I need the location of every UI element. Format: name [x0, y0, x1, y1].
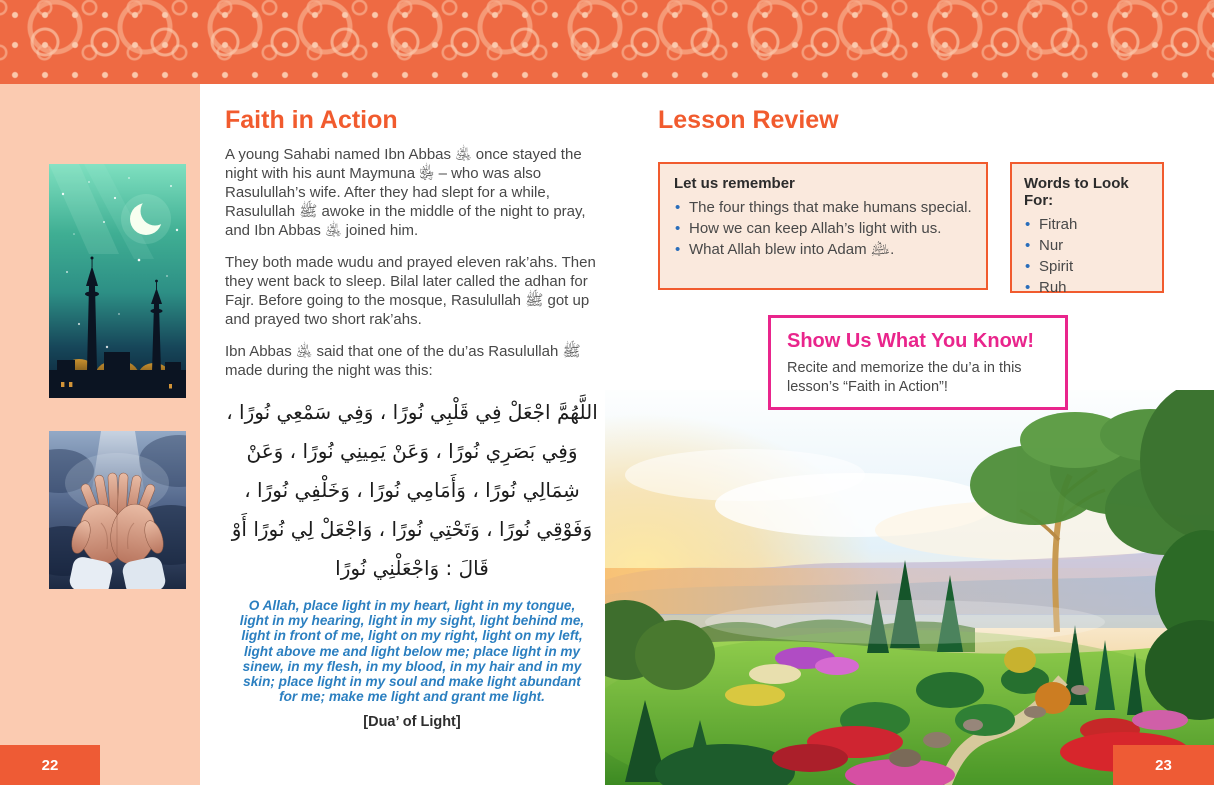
word-item: • Nur — [1024, 235, 1150, 256]
lesson-review-section — [658, 106, 1058, 145]
mosque-night-photo — [49, 164, 186, 398]
story-paragraph-3: Ibn Abbas ﵁ said that one of the du’as Rasulullah ﷺ made during the night was this: — [225, 343, 581, 379]
word-item: • Spirit — [1024, 256, 1150, 277]
show-box-body: Recite and memorize the du’a in this lesson’s “Faith in Action”! — [787, 360, 1022, 395]
remember-box-title: Let us remember — [674, 175, 795, 192]
left-sidebar — [0, 84, 200, 785]
remember-item: • The four things that make humans special. — [674, 197, 972, 218]
word-item: • Fitrah — [1024, 214, 1150, 235]
show-box-title: Show Us What You Know! — [787, 330, 1035, 352]
story-paragraph-2: They both made wudu and prayed eleven rak’ahs. Then they went back to sleep. Bilal later called the adhan for Fajr. Before going to the mosque, Rasulullah ﷺ got up and prayed two short rak’ahs. — [225, 254, 596, 328]
arabic-dua-text: اللَّهُمَّ اجْعَلْ فِي قَلْبِي نُورًا ، وَفِي سَمْعِي نُورًا ، وَفِي بَصَرِي نُورًا ، وَعَنْ يَمِينِي نُورًا ، وَعَنْ شِمَالِي نُورًا ، وَأَمَامِي نُورًا ، وَخَلْفِي نُورًا ، وَفَوْقِي نُورًا ، وَتَحْتِي نُورًا ، وَاجْعَلْ لِي نُورًا أَوْ قَالَ : وَاجْعَلْنِي نُورًا — [226, 400, 598, 580]
story-paragraph-1: A young Sahabi named Ibn Abbas ﵁ once stayed the night with his aunt Maymuna ﵂ – who was also Rasulullah’s wife. After they had slept for a while, Rasulullah ﷺ awoke in the middle of the night to pray, and Ibn Abbas ﵁ joined him. — [225, 146, 586, 239]
faith-in-action-heading: Faith in Action — [225, 106, 398, 134]
praying-hands-photo — [49, 431, 186, 589]
word-item: • Ruh — [1024, 277, 1150, 298]
let-us-remember-box — [658, 162, 988, 290]
dua-attribution: [Dua’ of Light] — [363, 714, 461, 731]
arabesque-banner — [0, 0, 1214, 84]
words-box-title: Words to Look For: — [1024, 175, 1129, 209]
lesson-review-heading: Lesson Review — [658, 106, 839, 134]
remember-item: • What Allah blew into Adam ﵇. — [674, 239, 972, 260]
garden-sunrise-photo — [605, 390, 1214, 785]
page-number-left: 22 — [0, 745, 100, 785]
words-to-look-for-box — [1010, 162, 1164, 296]
remember-item: • How we can keep Allah’s light with us. — [674, 218, 972, 239]
faith-in-action-section — [225, 106, 599, 730]
dua-translation: O Allah, place light in my heart, light in my tongue, light in my hearing, light in my sight, light behind me, light in front of me, light on my right, light on my left, light above me and light below me; place light in my sinew, in my flesh, in my blood, in my hair and in my skin; place light in my soul and make light abundant for me; make me light and grant me light. — [239, 598, 585, 705]
show-us-what-you-know-box — [768, 315, 1068, 410]
page-number-right: 23 — [1113, 745, 1214, 785]
